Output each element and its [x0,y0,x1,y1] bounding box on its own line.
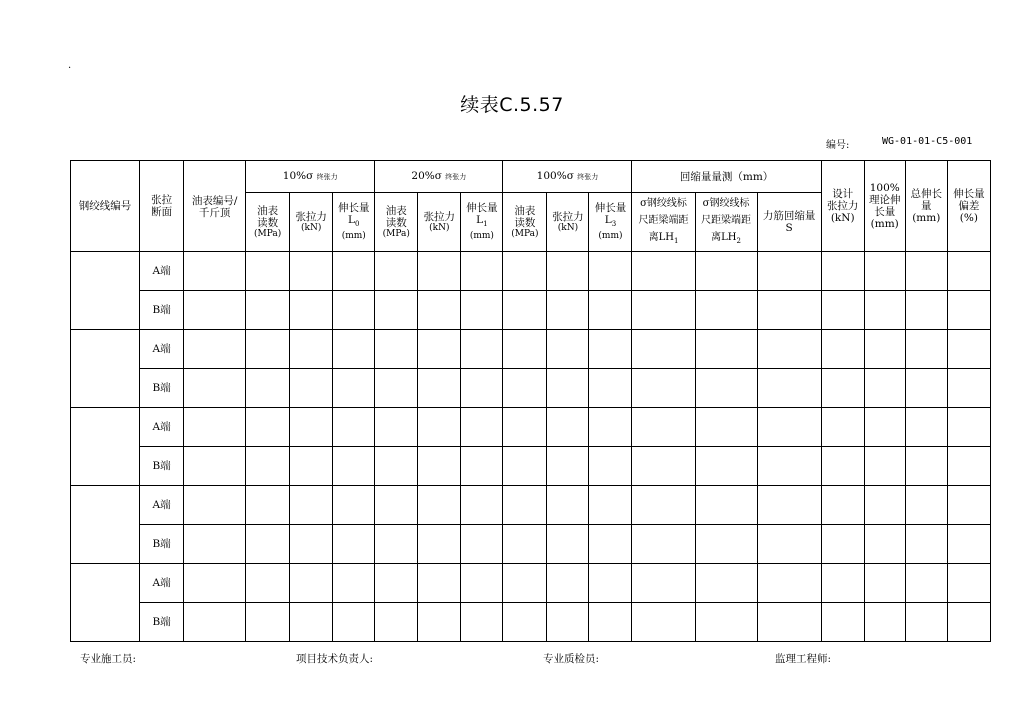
data-cell[interactable] [246,525,290,564]
data-cell[interactable] [864,603,905,642]
data-cell[interactable] [290,603,333,642]
data-cell[interactable] [547,525,589,564]
strand-no-cell[interactable] [71,408,140,486]
data-cell[interactable] [821,330,864,369]
table-row [71,369,991,408]
data-cell[interactable] [864,525,905,564]
data-cell[interactable] [547,330,589,369]
data-cell[interactable] [461,525,503,564]
header-gauge-reading-10: 油表 读数 (MPa) [246,193,290,252]
end-label: B端 [140,603,184,642]
data-cell[interactable] [246,564,290,603]
data-cell[interactable] [246,603,290,642]
end-label: A端 [140,330,184,369]
data-cell[interactable] [757,291,821,330]
data-cell[interactable] [503,564,547,603]
data-cell[interactable] [375,408,418,447]
data-cell[interactable] [947,369,990,408]
data-cell[interactable] [589,486,632,525]
data-cell[interactable] [589,525,632,564]
data-cell[interactable] [418,447,461,486]
data-cell[interactable] [547,291,589,330]
data-cell[interactable] [461,486,503,525]
data-cell[interactable] [184,564,246,603]
data-cell[interactable] [695,486,757,525]
data-cell[interactable] [632,525,695,564]
data-cell[interactable] [290,252,333,291]
data-cell[interactable] [905,564,947,603]
header-lh2: σ钢绞线标 尺距梁端距 离$LH_2$ [695,193,757,252]
data-cell[interactable] [375,330,418,369]
data-cell[interactable] [375,564,418,603]
end-label: B端 [140,447,184,486]
header-10pct: 10%σ 终张力 [246,161,375,193]
data-cell[interactable] [821,447,864,486]
end-label: A端 [140,486,184,525]
data-cell[interactable] [290,408,333,447]
data-cell[interactable] [503,525,547,564]
table-row [71,252,991,291]
data-cell[interactable] [589,291,632,330]
data-cell[interactable] [503,252,547,291]
data-cell[interactable] [246,330,290,369]
header-gauge-jack: 油表编号/ 千斤顶 [184,161,246,252]
data-cell[interactable] [290,369,333,408]
data-cell[interactable] [290,330,333,369]
data-cell[interactable] [947,564,990,603]
table-row [71,330,991,369]
data-cell[interactable] [821,486,864,525]
data-cell[interactable] [246,252,290,291]
data-cell[interactable] [375,486,418,525]
data-cell[interactable] [333,408,375,447]
data-cell[interactable] [632,408,695,447]
data-cell[interactable] [589,564,632,603]
header-tension-10: 张拉力 (kN) [290,193,333,252]
data-cell[interactable] [905,330,947,369]
data-cell[interactable] [547,408,589,447]
end-label: B端 [140,525,184,564]
data-cell[interactable] [547,447,589,486]
data-cell[interactable] [821,564,864,603]
data-cell[interactable] [632,369,695,408]
data-cell[interactable] [333,564,375,603]
end-label: A端 [140,564,184,603]
tension-record-table [70,160,991,642]
data-cell[interactable] [461,603,503,642]
table-row [71,408,991,447]
data-cell[interactable] [905,486,947,525]
data-cell[interactable] [375,252,418,291]
data-cell[interactable] [905,291,947,330]
data-cell[interactable] [503,330,547,369]
data-cell[interactable] [333,525,375,564]
data-cell[interactable] [695,564,757,603]
data-cell[interactable] [290,447,333,486]
data-cell[interactable] [589,330,632,369]
data-cell[interactable] [461,564,503,603]
data-cell[interactable] [503,447,547,486]
data-cell[interactable] [947,408,990,447]
header-section: 张拉 断面 [140,161,184,252]
header-100pct: 100%σ 终张力 [503,161,632,193]
data-cell[interactable] [333,447,375,486]
header-elong-10: 伸长量 $L_0$ (mm) [333,193,375,252]
data-cell[interactable] [184,330,246,369]
data-cell[interactable] [821,369,864,408]
data-cell[interactable] [184,291,246,330]
data-cell[interactable] [290,486,333,525]
data-cell[interactable] [757,252,821,291]
data-cell[interactable] [589,369,632,408]
data-cell[interactable] [695,369,757,408]
strand-no-cell[interactable] [71,330,140,408]
data-cell[interactable] [184,447,246,486]
data-cell[interactable] [695,408,757,447]
data-cell[interactable] [547,486,589,525]
data-cell[interactable] [375,447,418,486]
data-cell[interactable] [547,603,589,642]
data-cell[interactable] [547,369,589,408]
data-cell[interactable] [503,486,547,525]
end-label: B端 [140,369,184,408]
data-cell[interactable] [947,486,990,525]
data-cell[interactable] [947,252,990,291]
data-cell[interactable] [947,603,990,642]
data-cell[interactable] [864,330,905,369]
header-elong-100: 伸长量 $L_3$ (mm) [589,193,632,252]
header-lh1: σ钢绞线标 尺距梁端距 离$LH_1$ [632,193,695,252]
data-cell[interactable] [864,408,905,447]
code-label: 编号: [826,140,850,151]
data-cell[interactable] [821,603,864,642]
data-cell[interactable] [757,369,821,408]
data-cell[interactable] [461,447,503,486]
data-cell[interactable] [864,252,905,291]
data-cell[interactable] [375,291,418,330]
data-cell[interactable] [864,291,905,330]
data-cell[interactable] [184,252,246,291]
corner-dot: . [68,60,72,71]
data-cell[interactable] [757,408,821,447]
header-deviation: 伸长量 偏差 (%) [947,161,990,252]
header-retract: 回缩量量测（mm） [632,161,821,193]
data-cell[interactable] [821,252,864,291]
strand-no-cell[interactable] [71,252,140,330]
data-cell[interactable] [246,291,290,330]
table-row [71,447,991,486]
data-cell[interactable] [757,486,821,525]
data-cell[interactable] [418,603,461,642]
data-cell[interactable] [503,603,547,642]
table-row [71,486,991,525]
data-cell[interactable] [905,408,947,447]
data-cell[interactable] [375,603,418,642]
table-row [71,564,991,603]
data-cell[interactable] [333,252,375,291]
data-cell[interactable] [418,486,461,525]
strand-no-cell[interactable] [71,486,140,564]
table-row [71,291,991,330]
table-row [71,603,991,642]
data-cell[interactable] [375,369,418,408]
header-gauge-reading-100: 油表 读数 (MPa) [503,193,547,252]
end-label: B端 [140,291,184,330]
data-cell[interactable] [503,369,547,408]
data-cell[interactable] [246,408,290,447]
header-gauge-reading-20: 油表 读数 (MPa) [375,193,418,252]
data-cell[interactable] [461,330,503,369]
data-cell[interactable] [632,486,695,525]
data-cell[interactable] [947,330,990,369]
data-cell[interactable] [246,369,290,408]
footer-supervisor: 监理工程师: [775,653,832,665]
data-cell[interactable] [695,603,757,642]
data-cell[interactable] [418,330,461,369]
data-cell[interactable] [589,447,632,486]
data-cell[interactable] [418,369,461,408]
header-design: 设计 张拉力 (kN) [821,161,864,252]
data-cell[interactable] [333,369,375,408]
footer-worker: 专业施工员: [80,653,137,665]
data-cell[interactable] [461,252,503,291]
data-cell[interactable] [695,447,757,486]
data-cell[interactable] [184,486,246,525]
data-cell[interactable] [821,525,864,564]
data-cell[interactable] [864,447,905,486]
data-cell[interactable] [589,252,632,291]
data-cell[interactable] [821,291,864,330]
data-cell[interactable] [589,603,632,642]
data-cell[interactable] [375,525,418,564]
data-cell[interactable] [757,603,821,642]
data-cell[interactable] [418,291,461,330]
data-cell[interactable] [905,447,947,486]
header-20pct: 20%σ 终张力 [375,161,503,193]
data-cell[interactable] [418,564,461,603]
data-cell[interactable] [864,486,905,525]
data-cell[interactable] [947,447,990,486]
header-strand-no: 钢绞线编号 [71,161,140,252]
data-cell[interactable] [333,330,375,369]
data-cell[interactable] [290,564,333,603]
data-cell[interactable] [184,408,246,447]
data-cell[interactable] [418,252,461,291]
data-cell[interactable] [632,330,695,369]
data-cell[interactable] [632,564,695,603]
data-cell[interactable] [333,603,375,642]
data-cell[interactable] [184,369,246,408]
header-rebar-retract: 力筋回缩量 S [757,193,821,252]
data-cell[interactable] [632,603,695,642]
data-cell[interactable] [757,330,821,369]
data-cell[interactable] [757,564,821,603]
end-label: A端 [140,408,184,447]
footer-tech-lead: 项目技术负责人: [296,653,374,665]
data-cell[interactable] [461,408,503,447]
data-cell[interactable] [461,369,503,408]
code-value: WG-01-01-C5-001 [882,136,973,147]
page-title: 续表C.5.57 [460,94,564,116]
data-cell[interactable] [589,408,632,447]
data-cell[interactable] [864,564,905,603]
table-row [71,525,991,564]
data-cell[interactable] [905,369,947,408]
data-cell[interactable] [757,447,821,486]
strand-no-cell[interactable] [71,564,140,642]
data-cell[interactable] [246,447,290,486]
header-total: 总伸长 量 (mm) [905,161,947,252]
data-cell[interactable] [757,525,821,564]
data-cell[interactable] [246,486,290,525]
data-cell[interactable] [184,603,246,642]
data-cell[interactable] [632,252,695,291]
data-cell[interactable] [503,291,547,330]
data-cell[interactable] [905,603,947,642]
data-cell[interactable] [905,252,947,291]
header-elong-20: 伸长量 $L_1$ (mm) [461,193,503,252]
data-cell[interactable] [695,525,757,564]
data-cell[interactable] [947,525,990,564]
data-cell[interactable] [695,330,757,369]
data-cell[interactable] [333,486,375,525]
data-cell[interactable] [290,291,333,330]
data-cell[interactable] [947,291,990,330]
data-cell[interactable] [547,252,589,291]
data-cell[interactable] [821,408,864,447]
header-tension-20: 张拉力 (kN) [418,193,461,252]
data-cell[interactable] [632,291,695,330]
data-cell[interactable] [503,408,547,447]
data-cell[interactable] [290,525,333,564]
data-cell[interactable] [864,369,905,408]
header-tension-100: 张拉力 (kN) [547,193,589,252]
data-cell[interactable] [632,447,695,486]
data-cell[interactable] [547,564,589,603]
data-cell[interactable] [418,408,461,447]
end-label: A端 [140,252,184,291]
data-cell[interactable] [461,291,503,330]
data-cell[interactable] [905,525,947,564]
footer-qc: 专业质检员: [543,653,600,665]
data-cell[interactable] [184,525,246,564]
header-theory: 100% 理论伸 长量 (mm) [864,161,905,252]
data-cell[interactable] [333,291,375,330]
data-cell[interactable] [418,525,461,564]
data-cell[interactable] [695,252,757,291]
data-cell[interactable] [695,291,757,330]
